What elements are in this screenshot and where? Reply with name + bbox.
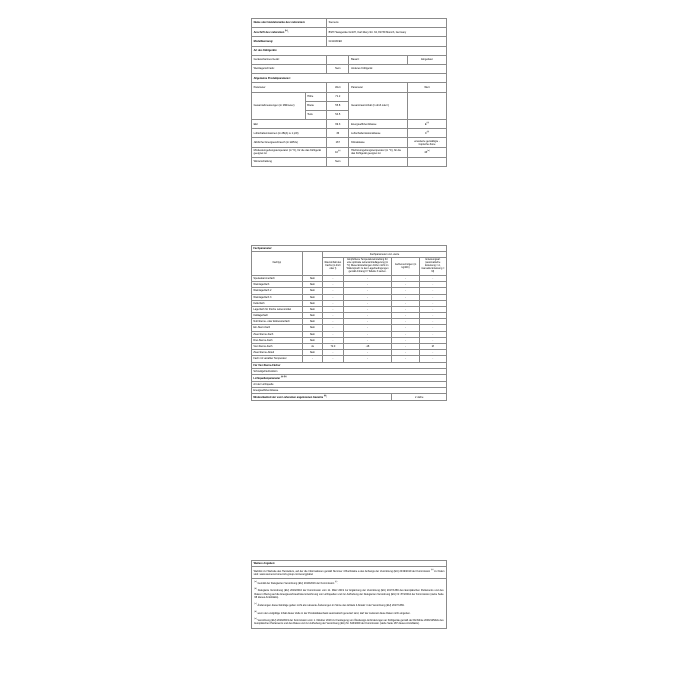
compartment-freezing: - (392, 288, 419, 294)
footnote-marker: (a) (426, 131, 430, 134)
noise-class-value: $C^{(a)}$ (407, 129, 446, 138)
compartment-defrost: M (419, 344, 446, 350)
footnote-b: $^{(b)}$ Delegierte Verordnung (EU) 2019/2016 der Kommission vom 11. März 2019 zur Ergänzung der Verordnung (EU) 2017/1369 des Europäischen Parlaments und des Rates in Bezug auf die Energieverbrauchskennzeichnung von Lichtquellen und zur Aufhebung der Delegierten Verordnung (EU) Nr. 874/2012 der Kommission (siehe Seite 68 dieses Amtsblatts). (254, 588, 444, 600)
compartment-volume: - (323, 313, 343, 319)
compartment-freezing: - (392, 356, 419, 362)
min-ambient-temp-value: 10$^{(a)}$ (327, 148, 349, 158)
compartment-name: Zwei-Sterne-Abteil (252, 350, 303, 356)
compartment-present: Nein (302, 288, 322, 294)
quiet-appliance-label: Geräuscharmes Gerät: (252, 55, 327, 64)
table-row-weblink (252, 567, 447, 578)
compartment-defrost: - (419, 306, 446, 312)
construction-value: Eingebaut (407, 55, 446, 64)
light-energy-class-label: Energieeffizienzklasse (252, 388, 447, 394)
compartment-defrost: - (419, 325, 446, 331)
further-details-section-label: Weitere Angaben: (252, 561, 447, 567)
winter-setting-value: Nein (327, 157, 349, 166)
noise-class-label: Luftschallemissionsklasse (349, 129, 408, 138)
address-value: BSH Hausgeräte GmbH, Carl-Wery-Str. 34, 81739 Munich, Germany (327, 28, 447, 37)
max-ambient-temp-value: 43$^{(a)}$ (407, 148, 446, 158)
col-header-freezing-capacity: Gefriervermögen (in kg/24h) (392, 258, 419, 276)
col-header-value-left: Wert (327, 83, 349, 92)
compartment-temperature: - (343, 306, 392, 312)
compartment-defrost: - (419, 288, 446, 294)
footnote-marker: (a) (337, 150, 341, 153)
compartment-parameters-table (251, 245, 447, 401)
eei-label: EEI (252, 120, 327, 129)
weblink-url[interactable]: zu finden sind: www.siemens-home.bsh-group.com/energylabel (253, 569, 445, 576)
compartment-temperature: - (343, 356, 392, 362)
compartment-defrost: - (419, 294, 446, 300)
compartment-temperature: - (343, 350, 392, 356)
compartment-defrost: - (419, 337, 446, 343)
warranty-value: 2 Jahre (392, 394, 447, 401)
compartment-defrost: - (419, 300, 446, 306)
compartment-defrost: - (419, 331, 446, 337)
compartment-freezing: - (392, 275, 419, 281)
compartment-freezing: - (392, 331, 419, 337)
footnote-marker: (c) (334, 580, 338, 583)
compartment-present: Nein (302, 294, 322, 300)
footnote-marker: (a) (427, 150, 430, 153)
footnote-a: $^{(a)}$ Gemäß der Delegierten Verordnung (EU) 2019/2016 der Kommission $^{(c)}$. (254, 580, 338, 585)
compartment-volume: - (323, 282, 343, 288)
compartment-temperature: - (343, 325, 392, 331)
table-row-ambient-temp (252, 148, 447, 158)
annual-energy-value: 167 (327, 138, 349, 148)
table-row-address (252, 28, 447, 37)
table-row-noise (252, 129, 447, 138)
compartment-volume: - (323, 275, 343, 281)
noise-emission-value: 36 (327, 129, 349, 138)
compartment-defrost: - (419, 350, 446, 356)
compartment-present: Nein (302, 313, 322, 319)
compartment-freezing: - (392, 306, 419, 312)
compartment-name: Weinlagerfach (252, 282, 303, 288)
compartment-freezing: - (392, 313, 419, 319)
table-row-wine-cabinet (252, 64, 447, 73)
four-star-section-label: Für Vier-Sterne-Fächer (252, 362, 447, 368)
general-parameters-block (251, 18, 447, 167)
compartment-volume: - (323, 350, 343, 356)
compartment-name: Drei-Sterne-Fach (252, 337, 303, 343)
col-header-parameter-right: Parameter (349, 83, 408, 92)
table-row-light-source-header (252, 374, 447, 381)
light-source-type-label: Art der Lichtquelle (252, 382, 447, 388)
compartment-freezing: - (392, 294, 419, 300)
compartment-name: Fach mit variabler Temperatur (252, 356, 303, 362)
table-row-dimension-height (252, 92, 447, 101)
compartment-temperature: - (343, 294, 392, 300)
compartment-name: Weinlagerfach 3 (252, 294, 303, 300)
overall-dimensions-label: Gesamtabmessungen (in Millimeter) (252, 92, 306, 120)
compartment-present: Nein (302, 275, 322, 281)
table-row-model (252, 37, 447, 46)
compartment-present: Nein (302, 331, 322, 337)
compartment-name: Null-Sterne- oder Eisbereiterfach (252, 319, 303, 325)
climate-class-value: erweiterte gemäßigte - tropische Zone (407, 138, 446, 148)
footnote-marker: (e) (254, 618, 257, 621)
compartment-freezing: - (392, 337, 419, 343)
compartment-volume: - (323, 331, 343, 337)
footnote-marker: (b) (254, 588, 257, 591)
warranty-label: Mindestlaufzeit der vom Lieferanten angebotenen Garantie $^{(a)}$: (252, 394, 392, 401)
compartment-temperature: - (343, 275, 392, 281)
address-label: Anschrift des Lieferanten $^{(b)}$: (252, 28, 327, 37)
dimension-value-depth: 54.5 (327, 110, 349, 119)
wine-cabinet-label: Weinlagerschrank: (252, 64, 327, 73)
model-value: GI11VAFE0 (327, 37, 447, 46)
compartment-freezing: - (392, 325, 419, 331)
general-parameters-section-label: Allgemeine Produktparameter: (252, 74, 447, 83)
compartment-present: Nein (302, 350, 322, 356)
construction-label: Bauart: (349, 55, 408, 64)
eei-value: 99.3 (327, 120, 349, 129)
group-header-compartment-values: Fachparameter und -werte (323, 252, 447, 258)
compartment-name: Vier-Sterne-Fach (252, 344, 303, 350)
fast-freeze-label: Schnellgefrierfunktion (252, 368, 447, 374)
compartment-temperature: - (343, 331, 392, 337)
compartment-volume: - (323, 306, 343, 312)
compartment-name: Lagerfach für frische Lebensmittel (252, 306, 303, 312)
compartment-temperature: - (343, 282, 392, 288)
table-row-annual-energy (252, 138, 447, 148)
brand-label: Name oder Handelsmarke des Lieferanten: (252, 19, 327, 28)
compartment-volume: - (323, 319, 343, 325)
compartment-volume: - (323, 337, 343, 343)
weblink-cell: Weblink zur Website des Herstellers, auf der die Informationen gemäß Nummer 4 Buchstabe a des Anhangs der Verordnung (EU) 2019/2019 der Kommission $^{(a)}$ zu finden sind: www.siemens-home.bsh-group.com/energylabel (252, 567, 447, 578)
noise-emission-label: Luftschallemissionen (in dB(A) re 1 pW) (252, 129, 327, 138)
energy-class-value: $E^{(a)}$ (407, 120, 446, 129)
compartment-present: Nein (302, 282, 322, 288)
compartment-present: Ja (302, 344, 322, 350)
compartment-temperature: - (343, 337, 392, 343)
footnote-marker: (c) (254, 602, 257, 605)
annual-energy-label: Jährlicher Energieverbrauch (in kWh/a) (252, 138, 327, 148)
compartment-parameters-block (251, 245, 447, 401)
table-row-brand (252, 19, 447, 28)
compartment-section-label: Fachparameter: (252, 246, 447, 252)
light-source-section-label: Lichtquellenparameter $^{(a) (b)}$ (252, 374, 447, 381)
footnote-marker: (a) (254, 580, 257, 583)
footnote-marker: (b) (285, 30, 288, 33)
col-header-value-right: Wert (407, 83, 446, 92)
compartment-name: Speisekammerfach (252, 275, 303, 281)
footnote-marker: (a) (b) (280, 375, 287, 378)
footnote-marker: (d) (254, 610, 257, 613)
spacer-cell (302, 258, 322, 276)
col-header-compartment-type: Fachtyp (252, 252, 303, 276)
col-header-volume: Rauminhalt des Fachs (in dm3 oder l) (323, 258, 343, 276)
compartment-present: Nein (302, 306, 322, 312)
compartment-present: Nein (302, 325, 322, 331)
compartment-temperature: -18 (343, 344, 392, 350)
dimension-name-height: Höhe (305, 92, 326, 101)
col-header-parameter-left: Parameter (252, 83, 327, 92)
compartment-name: Ein-Stern-Fach (252, 325, 303, 331)
compartment-defrost: - (419, 282, 446, 288)
other-appliance-label: Anderes Kühlgerät: (349, 64, 447, 73)
footnote-marker: (a) (430, 568, 434, 571)
compartment-volume: - (323, 356, 343, 362)
compartment-volume: - (323, 325, 343, 331)
footnote-marker: (a) (323, 395, 327, 398)
table-row-general-header (252, 74, 447, 83)
col-header-defrost-type: Enteisungsart (automatische Enteisung = A, manuelle Enteisung = M) (419, 258, 446, 276)
footnote-c: $^{(c)}$ Änderungen dieser Einträge gelten nicht als relevante Änderungen im Sinne des Artikels 4 Absatz 4 der Verordnung (EU) 2017/1369. (254, 602, 405, 607)
climate-class-label: Klimaklasse (349, 138, 408, 148)
compartment-name: Kaltlagerfach (252, 313, 303, 319)
compartment-volume: 72.0 (323, 344, 343, 350)
appliance-type-section-label: Art des Kühlgeräts: (252, 46, 447, 55)
compartment-freezing: - (392, 319, 419, 325)
total-volume-label: Gesamtrauminhalt (in dm3 oder l) (349, 92, 408, 120)
compartment-defrost: - (419, 275, 446, 281)
general-parameters-table (251, 18, 447, 167)
compartment-defrost: - (419, 356, 446, 362)
compartment-present: Nein (302, 337, 322, 343)
compartment-temperature: - (343, 300, 392, 306)
compartment-freezing: - (392, 282, 419, 288)
compartment-present: - (302, 356, 322, 362)
dimension-name-depth: Tiefe (305, 110, 326, 119)
empty-value-cell (407, 157, 446, 166)
energy-class-label: Energieeffizienzklasse (349, 120, 408, 129)
compartment-defrost: - (419, 319, 446, 325)
compartment-freezing: - (392, 344, 419, 350)
compartment-present: Nein (302, 300, 322, 306)
footnote-marker: (a) (426, 122, 430, 125)
wine-cabinet-value: Nein (327, 64, 349, 73)
further-details-table (251, 560, 447, 579)
winter-setting-label: Winterschaltung (252, 157, 327, 166)
table-row-warranty (252, 394, 447, 401)
further-details-block (251, 560, 447, 629)
dimension-name-width: Breite (305, 101, 326, 110)
compartment-freezing: - (392, 350, 419, 356)
footnote-e: $^{(e)}$ Verordnung (EU) 2019/2019 der Kommission vom 1. Oktober 2019 zur Festlegung von Ökodesign-Anforderungen an Kühlgeräte gemäß der Richtlinie 2009/125/EG des Europäischen Parlaments und des Rates und zur Aufhebung der Verordnung (EG) Nr. 643/2009 der Kommission (siehe Seite 187 dieses Amtsblatts). (254, 618, 444, 626)
dimension-value-width: 55.8 (327, 101, 349, 110)
compartment-temperature: - (343, 319, 392, 325)
table-row-winter-setting (252, 157, 447, 166)
col-header-temperature: Empfohlene Temperatureinstellung für eine optimale Lebensmittellagerung (in °C) Diese Einstellungen dürfen nicht im Widerspruch zu den Lagerbedingungen gemäß Anhang IV Tabelle 3 stehen. (343, 258, 392, 276)
footnotes-container (251, 579, 447, 630)
empty-label-cell (349, 157, 408, 166)
max-ambient-temp-label: Höchstumgebungstemperatur (in °C), für die das Kühlgerät geeignet ist (349, 148, 408, 158)
brand-value: Siemens (327, 19, 447, 28)
table-row-eei (252, 120, 447, 129)
dimension-value-height: 71.2 (327, 92, 349, 101)
compartment-defrost: - (419, 313, 446, 319)
compartment-volume: - (323, 294, 343, 300)
compartment-temperature: - (343, 313, 392, 319)
model-label: Modellkennung: (252, 37, 327, 46)
compartment-volume: - (323, 288, 343, 294)
compartment-present: Nein (302, 319, 322, 325)
footnote-d: $^{(d)}$ wenn der endgültige Inhalt dieser Zelle in der Produktdatenbank automatisch generiert wird, darf der Lieferant diese Daten nicht eingeben. (254, 610, 411, 615)
compartment-volume: - (323, 300, 343, 306)
compartment-name: Zwei-Sterne-Fach (252, 331, 303, 337)
compartment-freezing: - (392, 300, 419, 306)
quiet-appliance-value (327, 55, 349, 64)
table-row-appliance-type-header (252, 46, 447, 55)
table-row-column-headers (252, 83, 447, 92)
min-ambient-temp-label: Mindestumgebungstemperatur (in °C), für die das Kühlgerät geeignet ist (252, 148, 327, 158)
compartment-name: Weinlagerfach 2 (252, 288, 303, 294)
compartment-name: Kellerfach (252, 300, 303, 306)
total-volume-value (407, 92, 446, 120)
compartment-temperature: - (343, 288, 392, 294)
table-row-quiet-appliance (252, 55, 447, 64)
